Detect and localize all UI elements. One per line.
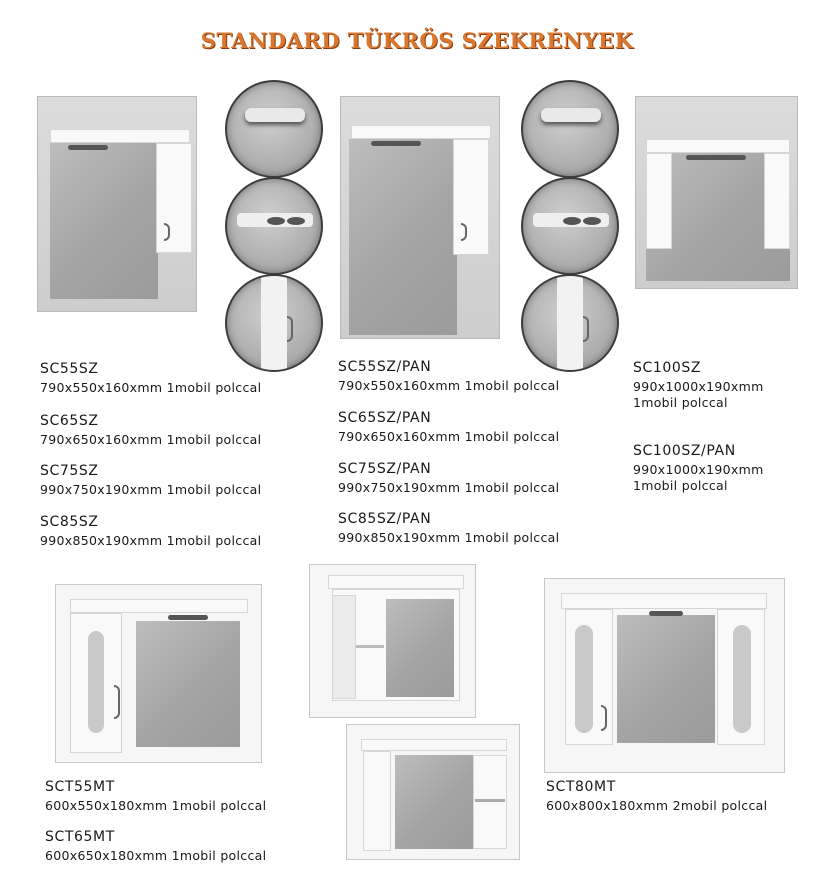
product-dims: 790x550x160xmm 1mobil polccal bbox=[40, 380, 262, 395]
lamp-detail-icon bbox=[245, 108, 305, 122]
product-dims: 990x750x190xmm 1mobil polccal bbox=[338, 480, 560, 495]
product-name: SC100SZ bbox=[633, 360, 702, 376]
detail-circle-lamp-3 bbox=[521, 80, 619, 178]
lamp-fixture bbox=[68, 145, 108, 150]
product-photo-sc55sz bbox=[37, 96, 197, 312]
product-dims: 790x650x160xmm 1mobil polccal bbox=[40, 432, 262, 447]
cabinet-side-door bbox=[453, 139, 489, 255]
handle-icon bbox=[287, 316, 293, 342]
product-photo-open-cabinet bbox=[309, 564, 476, 718]
cabinet-left-door bbox=[363, 751, 391, 851]
door-glass bbox=[733, 625, 751, 733]
product-dims: 990x850x190xmm 1mobil polccal bbox=[338, 530, 560, 545]
cabinet-mirror bbox=[349, 139, 457, 335]
detail-circle-lamp-1 bbox=[225, 80, 323, 178]
product-name: SCT65MT bbox=[45, 829, 115, 845]
product-name: SCT80MT bbox=[546, 779, 616, 795]
cabinet-left-door bbox=[646, 153, 672, 249]
product-photo-mid-cabinet bbox=[346, 724, 520, 860]
cabinet-mirror bbox=[617, 615, 715, 743]
page-title: STANDARD TÜKRÖS SZEKRÉNYEK bbox=[200, 28, 634, 53]
product-dims: 990x1000x190xmm bbox=[633, 379, 764, 394]
lamp-fixture bbox=[686, 155, 746, 160]
product-dims: 990x750x190xmm 1mobil polccal bbox=[40, 482, 262, 497]
cabinet-shelf bbox=[475, 799, 505, 802]
cabinet-mirror bbox=[395, 755, 473, 849]
detail-circle-lamp-2 bbox=[225, 177, 323, 275]
product-name: SC65SZ/PAN bbox=[338, 410, 432, 426]
product-name: SC75SZ/PAN bbox=[338, 461, 432, 477]
product-dims: 600x800x180xmm 2mobil polccal bbox=[546, 798, 768, 813]
cabinet-shelf bbox=[356, 645, 384, 648]
product-photo-sc55sz-pan bbox=[340, 96, 500, 339]
product-dims: 990x850x190xmm 1mobil polccal bbox=[40, 533, 262, 548]
cabinet-top-light bbox=[351, 125, 491, 139]
detail-circle-handle bbox=[225, 274, 323, 372]
product-dims: 790x550x160xmm 1mobil polccal bbox=[338, 378, 560, 393]
cabinet-right-door bbox=[764, 153, 790, 249]
lamp-detail-icon bbox=[541, 108, 601, 122]
cabinet-top-light bbox=[561, 593, 767, 609]
product-name: SCT55MT bbox=[45, 779, 115, 795]
door-handle bbox=[601, 705, 607, 731]
product-dims: 1mobil polccal bbox=[633, 478, 728, 493]
cabinet-mirror bbox=[50, 143, 158, 299]
product-name: SC85SZ/PAN bbox=[338, 511, 432, 527]
product-dims: 990x1000x190xmm bbox=[633, 462, 764, 477]
door-glass bbox=[575, 625, 593, 733]
cabinet-open-door bbox=[332, 595, 356, 699]
cabinet-top-light bbox=[361, 739, 507, 751]
cabinet-top-light bbox=[70, 599, 248, 613]
lamp-fixture bbox=[168, 615, 208, 620]
product-name: SC75SZ bbox=[40, 463, 99, 479]
door-edge bbox=[557, 276, 583, 370]
product-dims: 600x650x180xmm 1mobil polccal bbox=[45, 848, 267, 863]
handle-icon bbox=[583, 316, 589, 342]
product-dims: 600x550x180xmm 1mobil polccal bbox=[45, 798, 267, 813]
product-photo-sct55mt bbox=[55, 584, 262, 763]
lamp-fixture bbox=[371, 141, 421, 146]
product-photo-sc100sz bbox=[635, 96, 798, 289]
cabinet-top-light bbox=[50, 129, 190, 143]
door-glass bbox=[88, 631, 104, 733]
cabinet-top-light bbox=[328, 575, 464, 589]
door-handle bbox=[114, 685, 120, 719]
product-name: SC100SZ/PAN bbox=[633, 443, 736, 459]
product-name: SC55SZ bbox=[40, 361, 99, 377]
detail-circle-handle-2 bbox=[521, 274, 619, 372]
product-dims: 1mobil polccal bbox=[633, 395, 728, 410]
cabinet-mirror bbox=[386, 599, 454, 697]
product-name: SC65SZ bbox=[40, 413, 99, 429]
cabinet-right-shelves bbox=[473, 755, 507, 849]
lamp-fixture bbox=[649, 611, 683, 616]
product-photo-sct80mt bbox=[544, 578, 785, 773]
cabinet-top-light bbox=[646, 139, 790, 153]
product-name: SC85SZ bbox=[40, 514, 99, 530]
detail-circle-lamp-4 bbox=[521, 177, 619, 275]
cabinet-mirror bbox=[136, 621, 240, 747]
product-name: SC55SZ/PAN bbox=[338, 359, 432, 375]
door-edge bbox=[261, 276, 287, 370]
product-dims: 790x650x160xmm 1mobil polccal bbox=[338, 429, 560, 444]
cabinet-side-door bbox=[156, 143, 192, 253]
